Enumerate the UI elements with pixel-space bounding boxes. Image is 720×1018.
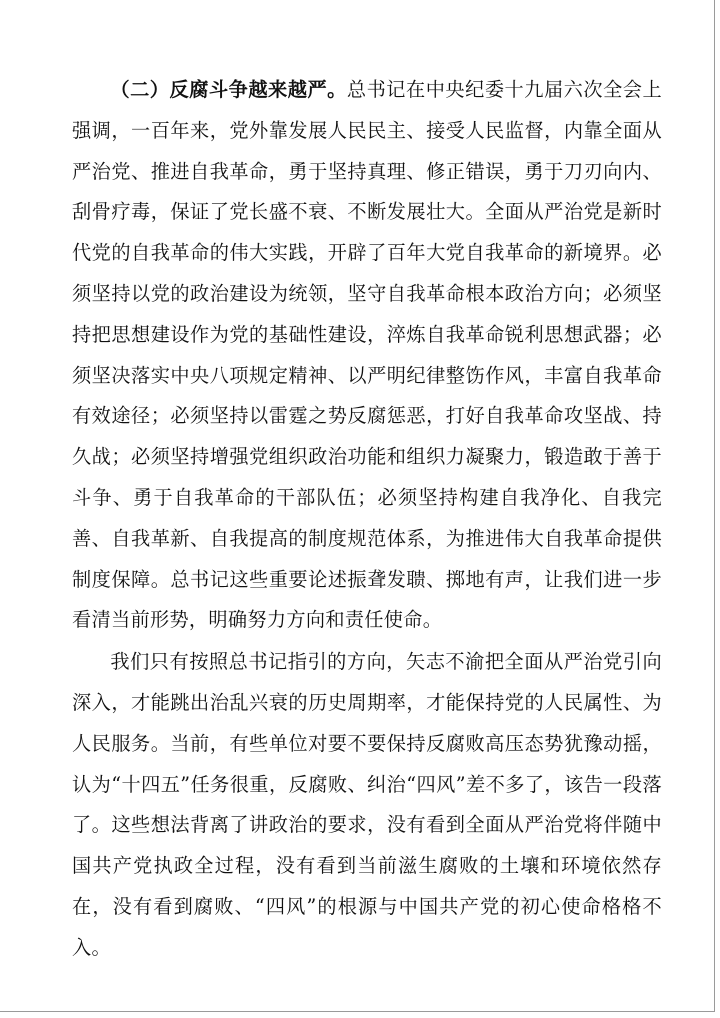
- paragraph-text: 我们只有按照总书记指引的方向，矢志不渝把全面从严治党引向深入，才能跳出治乱兴衰的历史周期率，才能保持党的人民属性、为人民服务。当前，有些单位对要不要保持反腐败高压态势犹豫动摇，认为“十四五”任务很重，反腐败、纠治“四风”差不多了，该告一段落了。这些想法背离了讲政治的要求，没有看到全面从严治党将伴随中国共产党执政全过程，没有看到当前滋生腐败的土壤和环境依然存在，没有看到腐败、“四风”的根源与中国共产党的初心使命格格不入。: [72, 650, 662, 959]
- paragraph-anti-corruption: [72, 70, 662, 641]
- document-body: [72, 70, 662, 969]
- paragraph-direction: [72, 642, 662, 968]
- paragraph-text: 总书记在中央纪委十九届六次全会上强调，一百年来，党外靠发展人民民主、接受人民监督，内靠全面从严治党、推进自我革命，勇于坚持真理、修正错误，勇于刀刃向内、刮骨疗毒，保证了党长盛不衰、不断发展壮大。全面从严治党是新时代党的自我革命的伟大实践，开辟了百年大党自我革命的新境界。必须坚持以党的政治建设为统领，坚守自我革命根本政治方向；必须坚持把思想建设作为党的基础性建设，淬炼自我革命锐利思想武器；必须坚决落实中央八项规定精神、以严明纪律整饬作风，丰富自我革命有效途径；必须坚持以雷霆之势反腐惩恶，打好自我革命攻坚战、持久战；必须坚持增强党组织政治功能和组织力凝聚力，锻造敢于善于斗争、勇于自我革命的干部队伍；必须坚持构建自我净化、自我完善、自我革新、自我提高的制度规范体系，为推进伟大自我革命提供制度保障。总书记这些重要论述振聋发聩、掷地有声，让我们进一步看清当前形势，明确努力方向和责任使命。: [72, 78, 662, 632]
- section-heading: （二）反腐斗争越来越严。: [110, 78, 347, 101]
